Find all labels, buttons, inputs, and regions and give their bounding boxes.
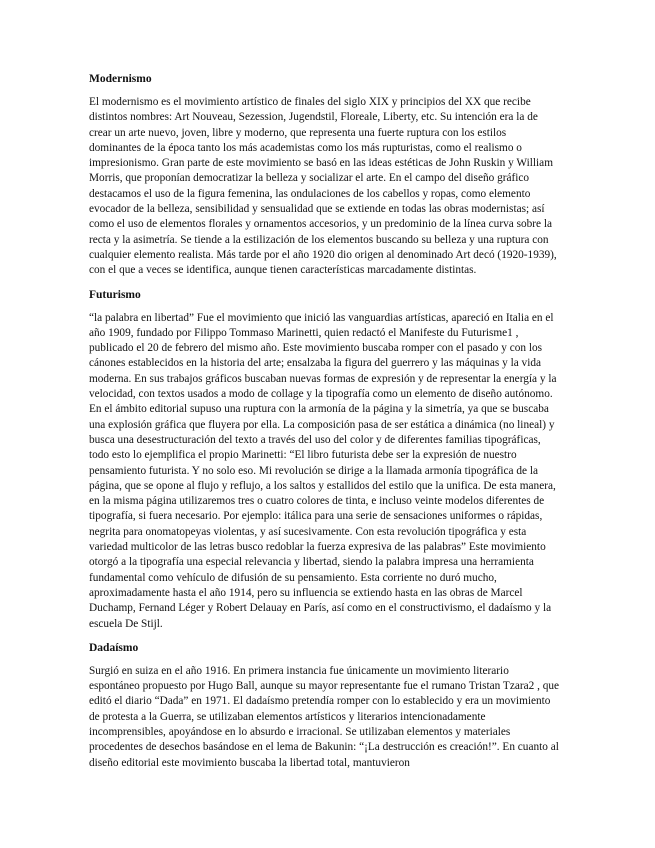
- document-body: [89, 72, 561, 780]
- paragraph-futurismo: “la palabra en libertad” Fue el movimiento que inició las vanguardias artísticas, apareció en Italia en el año 1909, fundado por Filippo Tommaso Marinetti, quien redactó el Manifeste du Futurisme1 , publicado el 20 de febrero del mismo año. Este movimiento buscaba romper con el pasado y con los cánones establecidos en la historia del arte; ensalzaba la figura del guerrero y las máquinas y la vida moderna. En sus trabajos gráficos buscaban nuevas formas de expresión y de representar la energía y la velocidad, con textos usados a modo de collage y la tipografía como un elemento de diseño autónomo. En el ámbito editorial supuso una ruptura con la armonía de la página y la simetría, ya que se buscaba una explosión gráfica que fluyera por ella. La composición pasa de ser estática a dinámica (no lineal) y busca una desestructuración del texto a través del uso del color y de diferentes familias tipográficas, todo esto lo ejemplifica el propio Marinetti: “El libro futurista debe ser la expresión de nuestro pensamiento futurista. Y no solo eso. Mi revolución se dirige a la llamada armonía tipográfica de la página, que se opone al flujo y reflujo, a los saltos y estallidos del estilo que la unifica. De esta manera, en la misma página utilizaremos tres o cuatro colores de tinta, e incluso veinte modelos diferentes de tipografía, si fuera necesario. Por ejemplo: itálica para una serie de sensaciones uniformes o rápidas, negrita para onomatopeyas violentas, y así sucesivamente. Con esta revolución tipográfica y esta variedad multicolor de las letras busco redoblar la fuerza expresiva de las palabras” Este movimiento otorgó a la tipografía una especial relevancia y libertad, siendo la palabra impresa una herramienta fundamental como vehículo de difusión de su pensamiento. Esta corriente no duró mucho, aproximadamente hasta el año 1914, pero su influencia se extiendo hasta en las obras de Marcel Duchamp, Fernand Léger y Robert Delauay en París, así como en el constructivismo, el dadaísmo y la escuela De Stijl.: [89, 311, 557, 630]
- heading-modernismo: Modernismo: [89, 73, 152, 85]
- heading-futurismo: Futurismo: [89, 288, 141, 301]
- paragraph-modernismo: El modernismo es el movimiento artístico de finales del siglo XIX y principios del XX que recibe distintos nombres: Art Nouveau, Sezession, Jugendstil, Floreale, Liberty, etc. Su intención era la de crear un arte nuevo, joven, libre y moderno, que representa una fuerte ruptura con los estilos dominantes de la época tanto los más academistas como los más rupturistas, como el realismo o impresionismo. Gran parte de este movimiento se basó en las ideas estéticas de John Ruskin y William Morris, que proponían democratizar la belleza y socializar el arte. En el campo del diseño gráfico destacamos el uso de la figura femenina, las ondulaciones de los cabellos y ropas, como elemento evocador de la belleza, sensibilidad y sensualidad que se extiende en todas las obras modernistas; así como el uso de elementos florales y ornamentos accesorios, y un predominio de la línea curva sobre la recta y la asimetría. Se tiende a la estilización de los elementos buscando su belleza y una ruptura con cualquier elemento realista. Más tarde por el año 1920 dio origen al denominado Art decó (1920-1939), con el que a veces se identifica, aunque tienen características marcadamente distintas.: [89, 96, 557, 277]
- heading-dadaismo: Dadaísmo: [89, 641, 139, 654]
- paragraph-dadaismo: Surgió en suiza en el año 1916. En primera instancia fue únicamente un movimiento literario espontáneo propuesto por Hugo Ball, aunque su mayor representante fue el rumano Tristan Tzara2 , que editó el diario “Dada” en 1971. El dadaísmo pretendía romper con lo establecido y era un movimiento de protesta a la Guerra, se utilizaban elementos artísticos y literarios intencionadamente incomprensibles, apoyándose en lo absurdo e irracional. Se utilizaban elementos y materiales procedentes de desechos basándose en el lema de Bakunin: “¡La destrucción es creación!”. En cuanto al diseño editorial este movimiento buscaba la libertad total, mantuvieron: [89, 664, 560, 769]
